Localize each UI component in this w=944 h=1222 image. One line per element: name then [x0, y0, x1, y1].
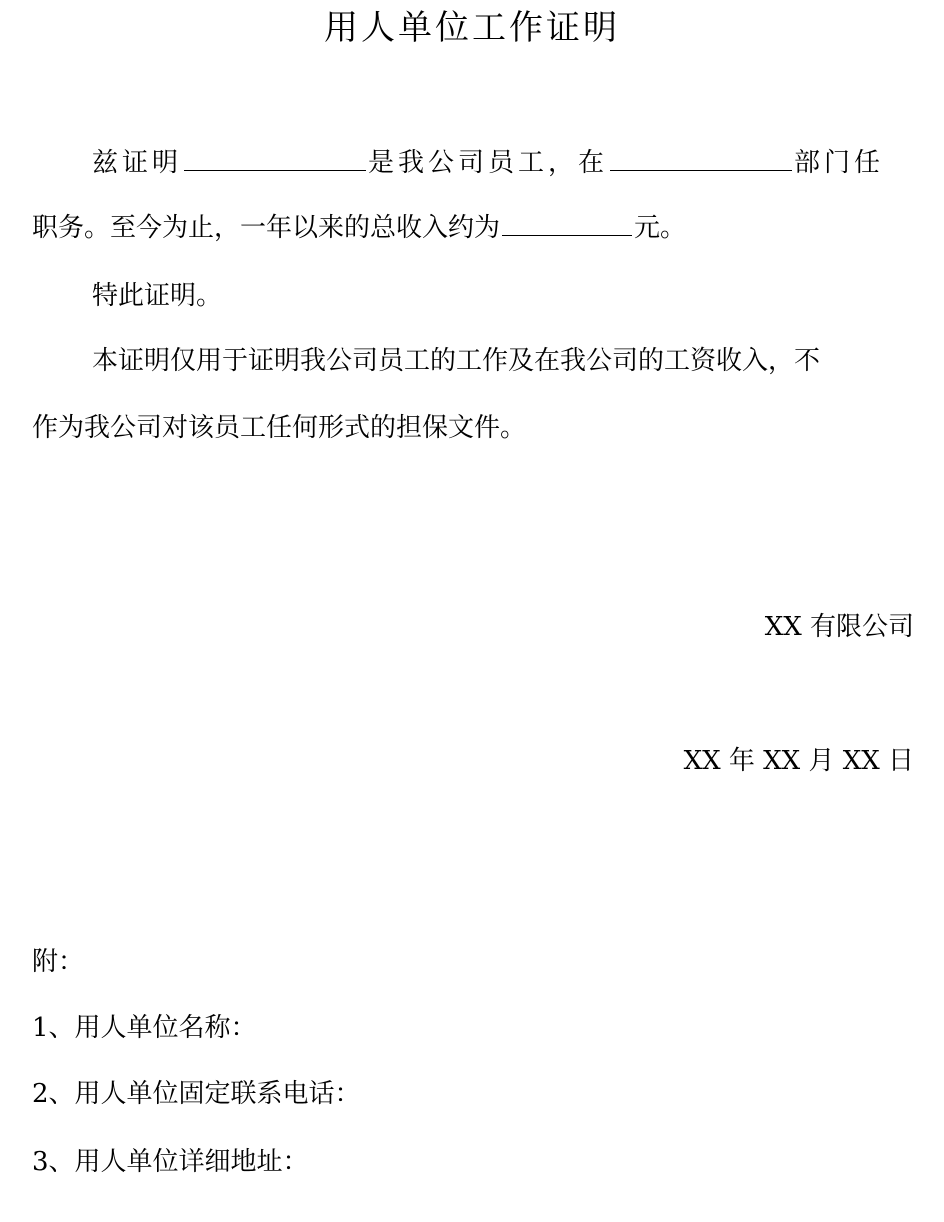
- para1-line2-suffix: 元。: [634, 213, 687, 243]
- company-name: XX 有限公司: [764, 612, 914, 642]
- employee-name-blank: [184, 144, 366, 171]
- appendix-item-phone: 2、用人单位固定联系电话：: [32, 1079, 361, 1109]
- appendix-item-company-name: 1、用人单位名称：: [32, 1013, 257, 1043]
- para3-line2: 作为我公司对该员工任何形式的担保文件。: [32, 413, 527, 443]
- document-title: 用人单位工作证明: [324, 8, 620, 48]
- para1-suffix: 部门任: [794, 148, 885, 178]
- para3-line1: 本证明仅用于证明我公司员工的工作及在我公司的工资收入，不: [92, 346, 821, 376]
- appendix-item-address: 3、用人单位详细地址：: [32, 1147, 309, 1177]
- para1-prefix: 兹证明: [92, 148, 183, 178]
- department-blank: [610, 144, 792, 171]
- signature-date: XX 年 XX 月 XX 日: [683, 746, 914, 776]
- appendix-heading: 附：: [32, 947, 85, 977]
- para1-line2: [32, 208, 686, 248]
- para2: 特此证明。: [92, 281, 223, 311]
- para1-middle: 是我公司员工，在: [368, 148, 609, 178]
- para1-line2-prefix: 职务。至今为止，一年以来的总收入约为: [32, 213, 501, 243]
- para1-line1: [92, 143, 884, 183]
- income-blank: [502, 209, 632, 236]
